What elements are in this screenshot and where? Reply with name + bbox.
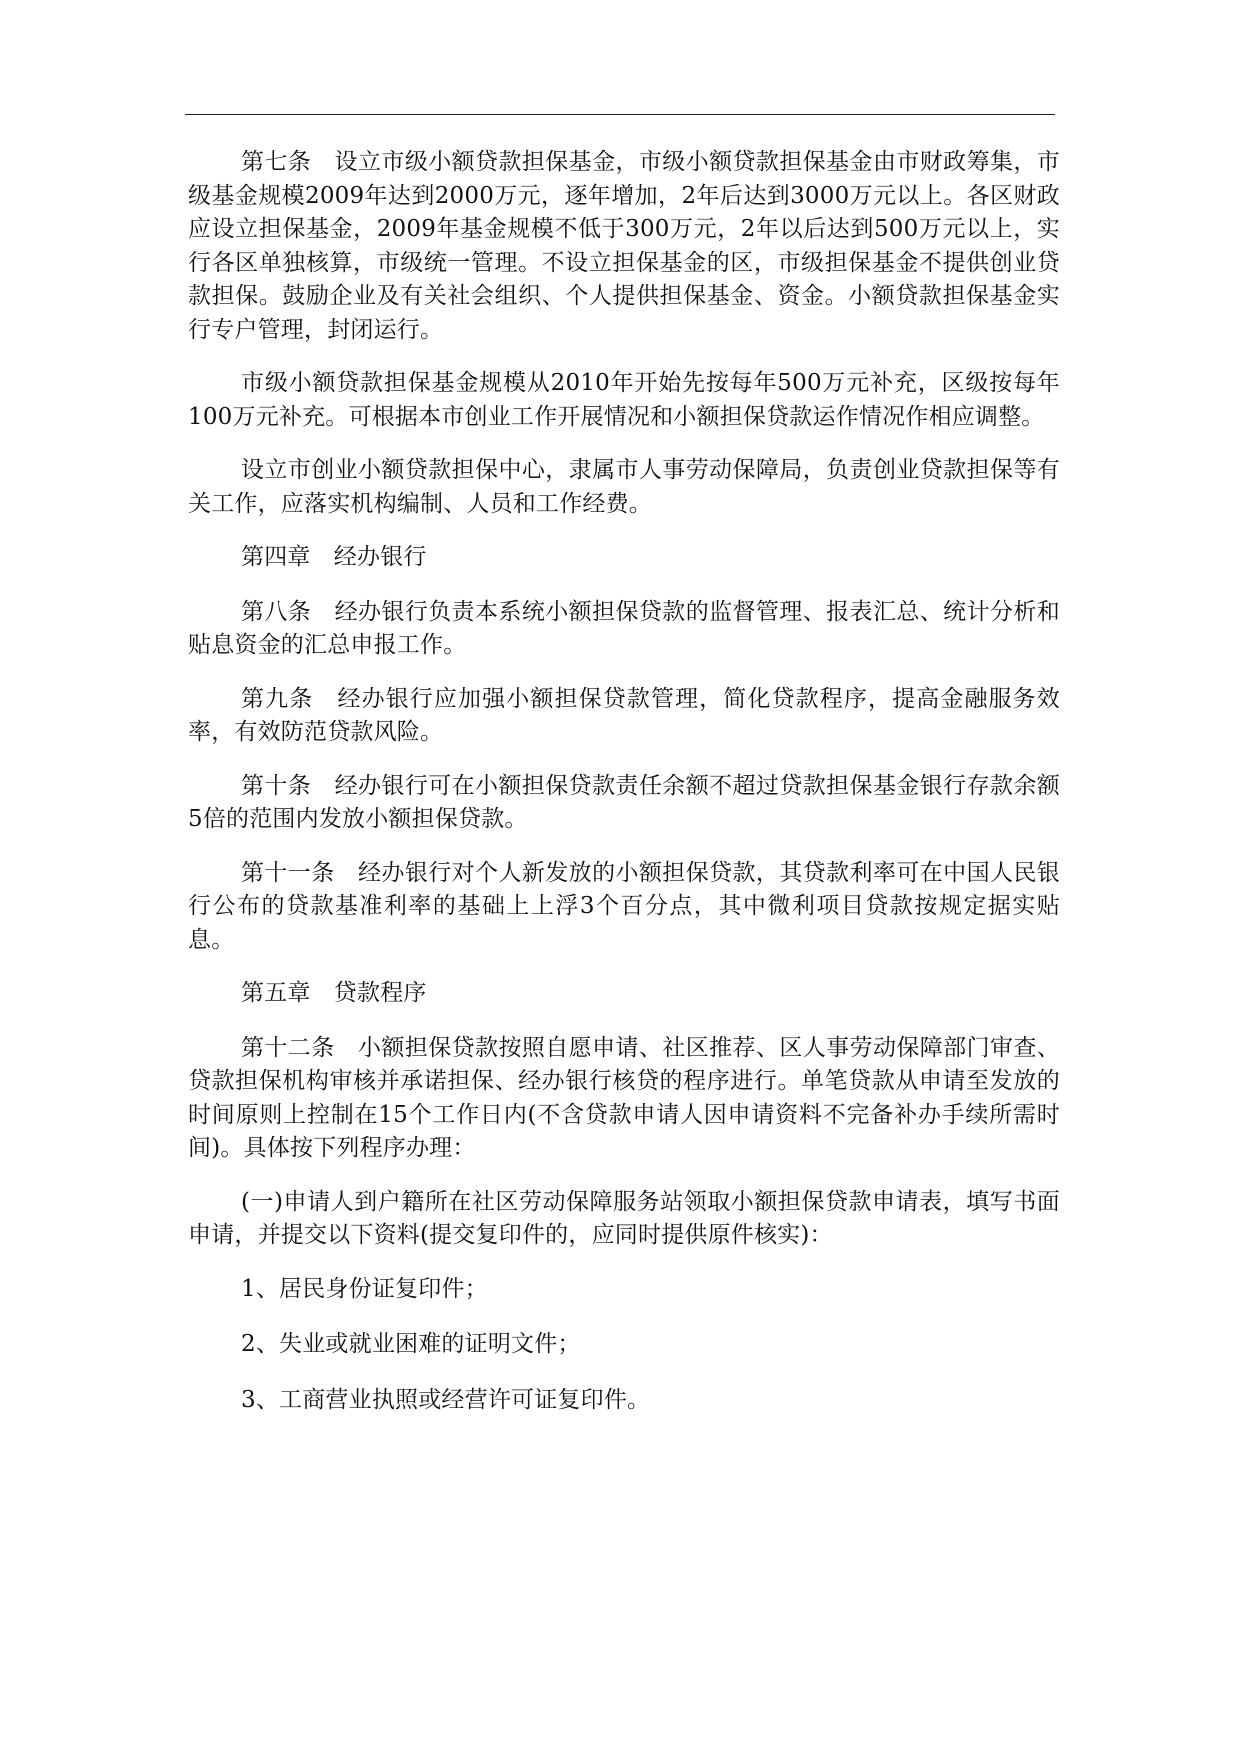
required-document-2: 2、失业或就业困难的证明文件； bbox=[241, 1331, 581, 1357]
article-7-paragraph: 第七条 设立市级小额贷款担保基金，市级小额贷款担保基金由市财政筹集，市级基金规模2009年达到2000万元，逐年增加，2年后达到3000万元以上。各区财政应设立担保基金，2009年基金规模不低于300万元，2年以后达到500万元以上，实行各区单独核算，市级统一管理。不设立担保基金的区，市级担保基金不提供创业贷款担保。鼓励企业及有关社会组织、个人提供担保基金、资金。小额贷款担保基金实行专户管理，封闭运行。 bbox=[188, 149, 1060, 343]
required-document-3: 3、工商营业执照或经营许可证复印件。 bbox=[241, 1386, 651, 1413]
guarantee-center-paragraph: 设立市创业小额贷款担保中心，隶属市人事劳动保障局，负责创业贷款担保等有关工作，应落实机构编制、人员和工作经费。 bbox=[188, 457, 1060, 517]
article-11-paragraph: 第十一条 经办银行对个人新发放的小额担保贷款，其贷款利率可在中国人民银行公布的贷款基准利率的基础上上浮3个百分点，其中微利项目贷款按规定据实贴息。 bbox=[188, 859, 1060, 953]
fund-supplement-paragraph: 市级小额贷款担保基金规模从2010年开始先按每年500万元补充，区级按每年100万元补充。可根据本市创业工作开展情况和小额担保贷款运作情况作相应调整。 bbox=[188, 370, 1060, 430]
required-document-1: 1、居民身份证复印件； bbox=[241, 1275, 488, 1302]
article-9-paragraph: 第九条 经办银行应加强小额担保贷款管理，简化贷款程序，提高金融服务效率，有效防范贷款风险。 bbox=[188, 685, 1060, 745]
article-8-paragraph: 第八条 经办银行负责本系统小额担保贷款的监督管理、报表汇总、统计分析和贴息资金的汇总申报工作。 bbox=[188, 598, 1060, 658]
article-10-paragraph: 第十条 经办银行可在小额担保贷款责任余额不超过贷款担保基金银行存款余额5倍的范围内发放小额担保贷款。 bbox=[188, 772, 1060, 832]
chapter-5-heading: 第五章 贷款程序 bbox=[241, 980, 427, 1006]
document-body bbox=[188, 146, 1060, 1439]
header-divider bbox=[185, 114, 1055, 115]
procedure-step-1-paragraph: (一)申请人到户籍所在社区劳动保障服务站领取小额担保贷款申请表，填写书面申请，并提交以下资料(提交复印件的，应同时提供原件核实)： bbox=[188, 1188, 1060, 1248]
chapter-4-heading: 第四章 经办银行 bbox=[241, 544, 427, 570]
article-12-paragraph: 第十二条 小额担保贷款按照自愿申请、社区推荐、区人事劳动保障部门审查、贷款担保机构审核并承诺担保、经办银行核贷的程序进行。单笔贷款从申请至发放的时间原则上控制在15个工作日内(不含贷款申请人因申请资料不完备补办手续所需时间)。具体按下列程序办理： bbox=[188, 1034, 1060, 1161]
